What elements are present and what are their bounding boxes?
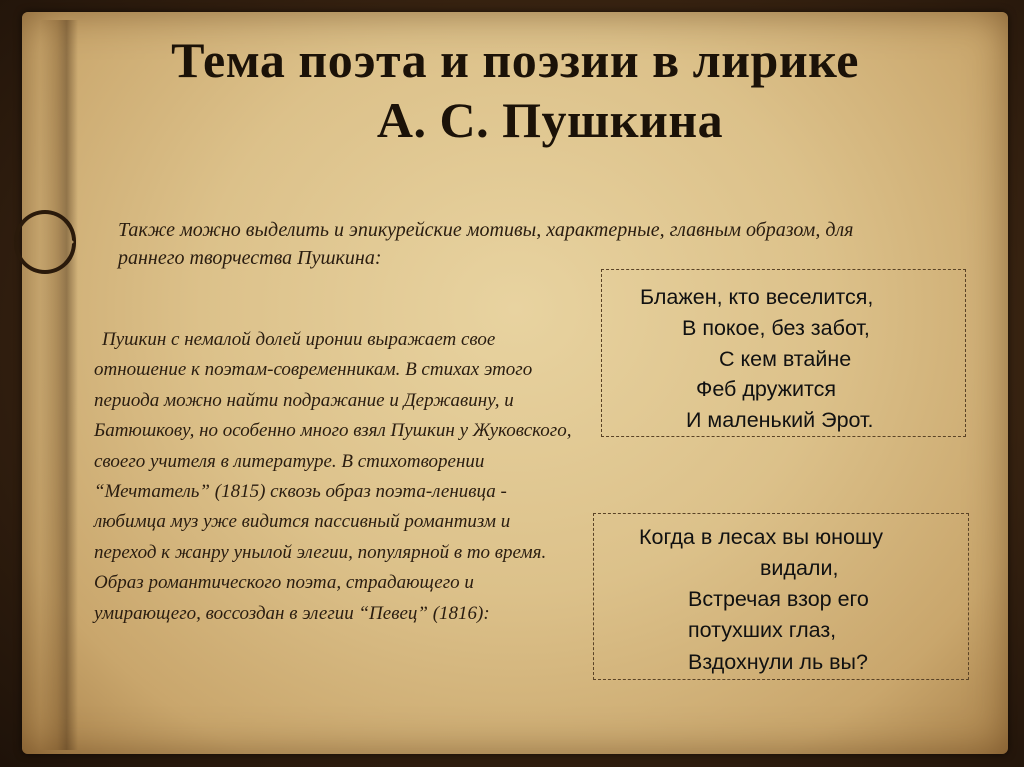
quote2-line-5: Вздохнули ль вы?: [688, 650, 868, 674]
quote1-line-2: В покое, без забот,: [682, 316, 870, 340]
title-line-1: Тема поэта и поэзии в лирике: [171, 32, 859, 88]
quote1-line-3: С кем втайне: [719, 347, 852, 371]
quote1-line-1: Блажен, кто веселится,: [640, 285, 874, 309]
title-line-2: А. С. Пушкина: [376, 92, 724, 148]
main-paragraph: Пушкин с немалой долей иронии выражает свое отношение к поэтам-современникам. В стихах этого периода можно найти подражание и Державину, и Батюшкову, но особенно много взял Пушкин у Жуковского, своего учителя в литературе. В стихотворении “Мечтатель” (1815) сквозь образ поэта-ленивца - любимца муз уже видится пассивный романтизм и переход к жанру унылой элегии, популярной в то время. Образ романтического поэта, страдающего и умирающего, воссоздан в элегии “Певец” (1816):: [94, 329, 572, 624]
slide-title: [90, 30, 940, 150]
book-spine: [40, 20, 78, 750]
quote2-line-2: видали,: [760, 556, 839, 580]
quote-box-1: [601, 269, 966, 437]
quote2-line-3: Встречая взор его: [688, 587, 869, 611]
quote-box-2: [593, 513, 969, 680]
quote1-line-5: И маленький Эрот.: [686, 408, 874, 432]
intro-paragraph: Также можно выделить и эпикурейские мотивы, характерные, главным образом, для раннего творчества Пушкина:: [118, 219, 854, 269]
quote1-line-4: Феб дружится: [696, 377, 836, 401]
quote2-line-4: потухших глаз,: [688, 618, 837, 642]
quote2-line-1: Когда в лесах вы юношу: [639, 525, 883, 549]
